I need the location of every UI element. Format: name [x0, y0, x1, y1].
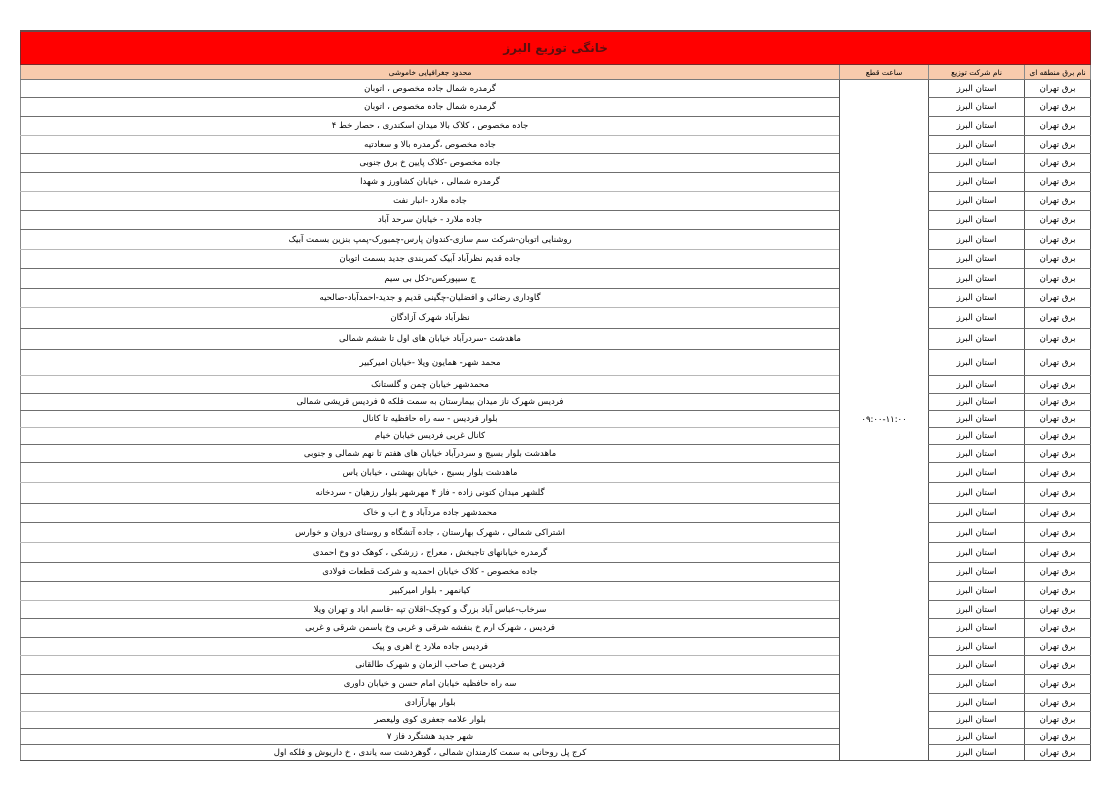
table-row: [21, 350, 1091, 376]
cell-company: استان البرز: [929, 80, 1025, 98]
table-title: خانگی توزیع البرز: [21, 31, 1091, 65]
cell-region: برق تهران: [1025, 601, 1091, 619]
cell-company: استان البرز: [929, 463, 1025, 483]
table-row: [21, 656, 1091, 675]
table-row: [21, 428, 1091, 445]
cell-company: استان البرز: [929, 230, 1025, 250]
table-row: [21, 582, 1091, 601]
cell-company: استان البرز: [929, 445, 1025, 463]
cell-area: محمدشهر جاده مردآباد و خ اب و خاک: [21, 504, 840, 523]
table-row: [21, 411, 1091, 428]
cell-region: برق تهران: [1025, 376, 1091, 394]
table-row: [21, 745, 1091, 761]
cell-outage-time: ۰۹:۰۰-۱۱:۰۰: [840, 80, 929, 761]
cell-region: برق تهران: [1025, 729, 1091, 745]
header-company: نام شرکت توزیع: [929, 65, 1025, 80]
table-row: [21, 463, 1091, 483]
cell-region: برق تهران: [1025, 250, 1091, 269]
cell-area: جاده ملارد -انبار نفت: [21, 192, 840, 211]
cell-company: استان البرز: [929, 117, 1025, 136]
cell-region: برق تهران: [1025, 712, 1091, 729]
cell-company: استان البرز: [929, 136, 1025, 154]
cell-company: استان البرز: [929, 411, 1025, 428]
cell-area: ماهدشت بلوار بسیج ، خیابان بهشتی ، خیابان یاس: [21, 463, 840, 483]
table-row: [21, 289, 1091, 308]
cell-area: کرج پل روحانی به سمت کارمندان شمالی ، گوهردشت سه یاندی ، خ داریوش و فلکه اول: [21, 745, 840, 761]
table-row: [21, 483, 1091, 504]
table-row: [21, 308, 1091, 329]
cell-area: گاوداری رضائی و افضلیان-چگینی قدیم و جدید-احمدآباد-صالحیه: [21, 289, 840, 308]
cell-area: محمد شهر- همایون ویلا -خیابان امیرکبیر: [21, 350, 840, 376]
cell-area: گرمدره شمالی ، خیابان کشاورز و شهدا: [21, 173, 840, 192]
cell-area: ج سیپورکس-دکل بی سیم: [21, 269, 840, 289]
cell-company: استان البرز: [929, 350, 1025, 376]
cell-region: برق تهران: [1025, 80, 1091, 98]
table-row: [21, 601, 1091, 619]
table-row: [21, 543, 1091, 563]
cell-area: کانال غربی فردیس خیابان خیام: [21, 428, 840, 445]
cell-company: استان البرز: [929, 98, 1025, 117]
header-row: [21, 65, 1091, 80]
cell-area: بلوار علامه جعفری کوی ولیعصر: [21, 712, 840, 729]
cell-company: استان البرز: [929, 289, 1025, 308]
cell-region: برق تهران: [1025, 269, 1091, 289]
cell-company: استان البرز: [929, 211, 1025, 230]
cell-company: استان البرز: [929, 523, 1025, 543]
cell-region: برق تهران: [1025, 543, 1091, 563]
cell-company: استان البرز: [929, 745, 1025, 761]
cell-company: استان البرز: [929, 694, 1025, 712]
cell-area: ماهدشت بلوار بسیج و سردرآباد خیابان های هفتم تا نهم شمالی و جنوبی: [21, 445, 840, 463]
cell-area: جاده ملارد - خیابان سرحد آباد: [21, 211, 840, 230]
cell-company: استان البرز: [929, 394, 1025, 411]
cell-region: برق تهران: [1025, 173, 1091, 192]
cell-company: استان البرز: [929, 376, 1025, 394]
cell-area: گلشهر میدان کتونی زاده - فاز ۴ مهرشهر بلوار رزهیان - سردخانه: [21, 483, 840, 504]
cell-company: استان البرز: [929, 269, 1025, 289]
cell-area: بلوار بهارآزادی: [21, 694, 840, 712]
spreadsheet: [20, 30, 1090, 761]
cell-region: برق تهران: [1025, 98, 1091, 117]
outage-table: [20, 30, 1091, 761]
cell-region: برق تهران: [1025, 504, 1091, 523]
cell-region: برق تهران: [1025, 230, 1091, 250]
cell-area: کیانمهر - بلوار امیرکبیر: [21, 582, 840, 601]
cell-region: برق تهران: [1025, 211, 1091, 230]
cell-company: استان البرز: [929, 504, 1025, 523]
table-row: [21, 619, 1091, 638]
title-row: [21, 31, 1091, 65]
cell-region: برق تهران: [1025, 154, 1091, 173]
cell-company: استان البرز: [929, 638, 1025, 656]
cell-company: استان البرز: [929, 308, 1025, 329]
table-row: [21, 394, 1091, 411]
table-row: [21, 211, 1091, 230]
cell-company: استان البرز: [929, 250, 1025, 269]
table-row: [21, 694, 1091, 712]
cell-region: برق تهران: [1025, 136, 1091, 154]
cell-company: استان البرز: [929, 154, 1025, 173]
table-row: [21, 729, 1091, 745]
cell-area: گرمدره خیابانهای تاجبخش ، معراج ، زرشکی ، کوهک دو وخ احمدی: [21, 543, 840, 563]
cell-area: سرخاب-عباس آباد بزرگ و کوچک-اقلان تپه -قاسم اباد و تهران ویلا: [21, 601, 840, 619]
cell-area: شهر جدید هشتگرد فاز ۷: [21, 729, 840, 745]
cell-area: ماهدشت -سردرآباد خیابان های اول تا ششم شمالی: [21, 329, 840, 350]
cell-area: روشنایی اتوبان-شرکت سم سازی-کندوان پارس-چمبورک-پمپ بنزین بسمت آبیک: [21, 230, 840, 250]
table-row: [21, 269, 1091, 289]
table-row: [21, 675, 1091, 694]
table-row: [21, 504, 1091, 523]
cell-area: محمدشهر خیابان چمن و گلستانک: [21, 376, 840, 394]
cell-region: برق تهران: [1025, 463, 1091, 483]
cell-company: استان البرز: [929, 483, 1025, 504]
table-row: [21, 80, 1091, 98]
cell-company: استان البرز: [929, 543, 1025, 563]
cell-company: استان البرز: [929, 563, 1025, 582]
cell-region: برق تهران: [1025, 289, 1091, 308]
cell-region: برق تهران: [1025, 675, 1091, 694]
cell-area: نظرآباد شهرک آزادگان: [21, 308, 840, 329]
cell-region: برق تهران: [1025, 656, 1091, 675]
cell-area: فردیس خ صاحب الزمان و شهرک طالقانی: [21, 656, 840, 675]
table-row: [21, 117, 1091, 136]
cell-company: استان البرز: [929, 192, 1025, 211]
table-row: [21, 173, 1091, 192]
cell-area: جاده مخصوص ، کلاک بالا میدان اسکندری ، حصار خط ۴: [21, 117, 840, 136]
cell-company: استان البرز: [929, 675, 1025, 694]
cell-region: برق تهران: [1025, 394, 1091, 411]
cell-region: برق تهران: [1025, 582, 1091, 601]
cell-company: استان البرز: [929, 712, 1025, 729]
cell-region: برق تهران: [1025, 483, 1091, 504]
cell-region: برق تهران: [1025, 563, 1091, 582]
cell-company: استان البرز: [929, 619, 1025, 638]
table-row: [21, 250, 1091, 269]
cell-region: برق تهران: [1025, 523, 1091, 543]
cell-area: گرمدره شمال جاده مخصوص ، اتوبان: [21, 98, 840, 117]
cell-area: فردیس ، شهرک ارم خ بنفشه شرقی و غربی وخ یاسمن شرقی و غربی: [21, 619, 840, 638]
cell-company: استان البرز: [929, 729, 1025, 745]
cell-region: برق تهران: [1025, 350, 1091, 376]
cell-area: جاده مخصوص - کلاک خیابان احمدیه و شرکت قطعات فولادی: [21, 563, 840, 582]
cell-company: استان البرز: [929, 329, 1025, 350]
cell-region: برق تهران: [1025, 745, 1091, 761]
cell-company: استان البرز: [929, 601, 1025, 619]
cell-company: استان البرز: [929, 428, 1025, 445]
header-area: محدود جغرافیایی خاموشی: [21, 65, 840, 80]
cell-region: برق تهران: [1025, 445, 1091, 463]
cell-company: استان البرز: [929, 582, 1025, 601]
cell-area: فردیس جاده ملارد خ اهری و پیک: [21, 638, 840, 656]
cell-area: اشتراکی شمالی ، شهرک بهارستان ، جاده آتشگاه و روستای دروان و خوارس: [21, 523, 840, 543]
header-time: ساعت قطع: [840, 65, 929, 80]
cell-region: برق تهران: [1025, 117, 1091, 136]
table-row: [21, 329, 1091, 350]
table-row: [21, 98, 1091, 117]
cell-company: استان البرز: [929, 656, 1025, 675]
cell-region: برق تهران: [1025, 428, 1091, 445]
table-row: [21, 638, 1091, 656]
cell-area: جاده مخصوص ،گرمدره بالا و سعادتیه: [21, 136, 840, 154]
cell-area: سه راه حافظیه خیابان امام حسن و خیابان داوری: [21, 675, 840, 694]
cell-region: برق تهران: [1025, 619, 1091, 638]
table-row: [21, 445, 1091, 463]
table-row: [21, 523, 1091, 543]
cell-region: برق تهران: [1025, 329, 1091, 350]
header-region: نام برق منطقه ای: [1025, 65, 1091, 80]
table-row: [21, 376, 1091, 394]
table-row: [21, 136, 1091, 154]
cell-area: جاده مخصوص -کلاک پایین خ برق جنوبی: [21, 154, 840, 173]
cell-region: برق تهران: [1025, 638, 1091, 656]
table-row: [21, 154, 1091, 173]
cell-region: برق تهران: [1025, 694, 1091, 712]
cell-area: گرمدره شمال جاده مخصوص ، اتوبان: [21, 80, 840, 98]
table-row: [21, 230, 1091, 250]
cell-company: استان البرز: [929, 173, 1025, 192]
table-row: [21, 563, 1091, 582]
cell-area: بلوار فردیس - سه راه حافظیه تا کانال: [21, 411, 840, 428]
cell-region: برق تهران: [1025, 411, 1091, 428]
cell-region: برق تهران: [1025, 308, 1091, 329]
cell-region: برق تهران: [1025, 192, 1091, 211]
cell-area: جاده قدیم نظرآباد آبیک کمربندی جدید بسمت اتوبان: [21, 250, 840, 269]
table-row: [21, 192, 1091, 211]
cell-area: فردیس شهرک ناز میدان بیمارستان به سمت فلکه ۵ فردیس قریشی شمالی: [21, 394, 840, 411]
table-row: [21, 712, 1091, 729]
